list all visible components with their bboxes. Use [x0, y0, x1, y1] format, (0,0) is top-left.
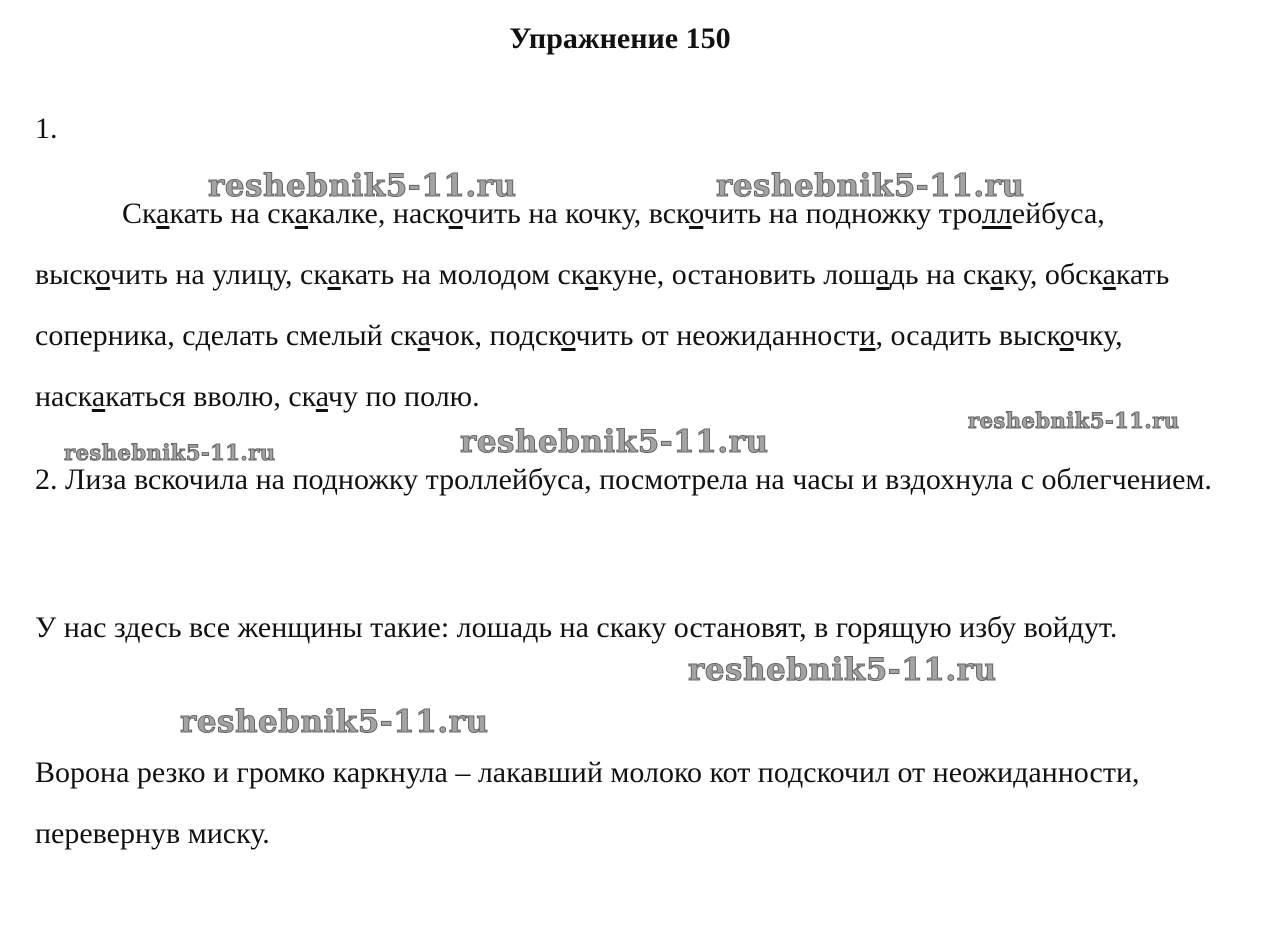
word-with-underlined-letter: обскакать — [1044, 258, 1170, 291]
text-fragment: по полю. — [358, 380, 480, 413]
underlined-letter: о — [1059, 319, 1074, 352]
word-with-underlined-letter: скаку — [962, 258, 1030, 291]
paragraph-sentence-4: Ворона резко и громко каркнула – лакавший молоко кот подскочил от неожиданности, перевернув миску. — [35, 756, 1140, 850]
underlined-letter: а — [91, 380, 106, 413]
section-number-1: 1. — [35, 112, 58, 145]
text-fragment: , — [1097, 197, 1105, 230]
word-with-underlined-letter: подскочить — [489, 319, 634, 352]
text-fragment: , — [1115, 319, 1123, 352]
underlined-letter: а — [584, 258, 599, 291]
text-fragment: вволю, — [185, 380, 289, 413]
exercise-title: Упражнение 150 — [509, 22, 731, 55]
text-fragment: на молодом — [394, 258, 558, 291]
word-with-underlined-letter: скачок — [390, 319, 475, 352]
text-fragment: на подножку — [761, 197, 939, 230]
underlined-letter: и — [859, 319, 876, 352]
underlined-letter: а — [327, 258, 341, 291]
word-with-underlined-letter: лошадь — [823, 258, 919, 291]
word-with-underlined-letter: скачу — [288, 380, 358, 413]
watermark: reshebnik5-11.ru — [180, 704, 489, 740]
watermark: reshebnik5-11.ru — [460, 424, 769, 460]
underlined-letter: о — [561, 319, 576, 352]
underlined-letter: о — [448, 197, 463, 230]
watermark: reshebnik5-11.ru — [968, 408, 1180, 433]
watermark: reshebnik5-11.ru — [716, 168, 1025, 204]
text-fragment: на кочку, — [520, 197, 649, 230]
text-fragment: на — [918, 258, 963, 291]
text-fragment: , остановить — [656, 258, 824, 291]
paragraph-sentence-2: 2. Лиза вскочила на подножку троллейбуса, посмотрела на часы и вздохнула с облегчением. — [35, 463, 1212, 496]
text-fragment: от — [633, 319, 677, 352]
underlined-letter: а — [417, 319, 430, 352]
word-with-underlined-letter: троллейбуса — [938, 197, 1098, 230]
paragraph-word-list — [35, 183, 1225, 427]
underlined-letter: а — [1102, 258, 1116, 291]
watermark: reshebnik5-11.ru — [64, 440, 276, 465]
text-fragment: на улицу, — [167, 258, 301, 291]
underlined-letter: лл — [981, 197, 1012, 230]
word-with-underlined-letter: выскочить — [35, 258, 168, 291]
watermark: reshebnik5-11.ru — [688, 652, 997, 688]
text-fragment: , — [1029, 258, 1045, 291]
word-with-underlined-letter: наскочить — [392, 197, 521, 230]
word-with-underlined-letter: Скакать — [122, 197, 223, 230]
text-fragment: , — [474, 319, 490, 352]
word-with-underlined-letter: вскочить — [648, 197, 762, 230]
underlined-letter: о — [95, 258, 110, 291]
underlined-letter: а — [156, 197, 170, 230]
word-with-underlined-letter: выскочку — [998, 319, 1116, 352]
watermark: reshebnik5-11.ru — [208, 168, 517, 204]
underlined-letter: а — [876, 258, 890, 291]
word-with-underlined-letter: скакать — [300, 258, 395, 291]
underlined-letter: о — [689, 197, 704, 230]
underlined-letter: а — [990, 258, 1004, 291]
word-with-underlined-letter: скакалке — [267, 197, 378, 230]
word-with-underlined-letter: наскакаться — [35, 380, 186, 413]
text-fragment: соперника, сделать смелый — [35, 319, 391, 352]
paragraph-sentence-3: У нас здесь все женщины такие: лошадь на скаку остановят, в горящую избу войдут. — [35, 611, 1118, 644]
text-fragment: , — [377, 197, 393, 230]
word-with-underlined-letter: скакуне — [557, 258, 657, 291]
word-with-underlined-letter: неожиданности — [676, 319, 876, 352]
text-fragment: , осадить — [875, 319, 999, 352]
underlined-letter: а — [294, 197, 309, 230]
text-fragment: на — [222, 197, 268, 230]
underlined-letter: а — [315, 380, 328, 413]
